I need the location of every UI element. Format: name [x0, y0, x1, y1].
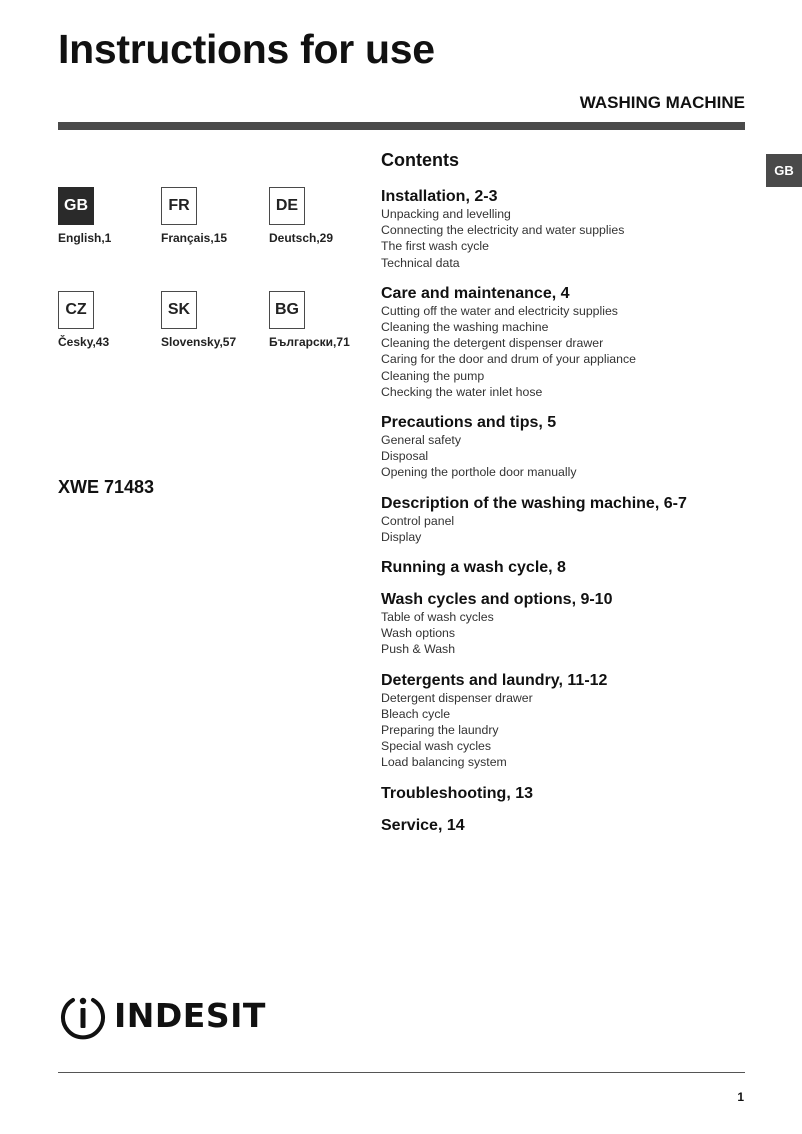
section-item: Push & Wash: [381, 642, 456, 657]
section-item: Bleach cycle: [381, 706, 451, 721]
language-label: Français,15: [161, 231, 228, 245]
section-title: Troubleshooting, 13: [381, 784, 534, 802]
language-option-fr[interactable]: [161, 187, 271, 245]
contents-section: [381, 591, 761, 658]
language-code-box: DE: [269, 187, 305, 225]
section-item: The first wash cycle: [381, 239, 489, 254]
language-option-gb[interactable]: [58, 187, 168, 245]
section-item: Load balancing system: [381, 755, 507, 770]
contents-section: [381, 672, 761, 771]
contents-sections: [381, 188, 761, 835]
section-item: General safety: [381, 433, 461, 448]
indesit-power-logo-icon: [58, 990, 108, 1040]
section-title: Description of the washing machine, 6-7: [381, 494, 687, 512]
model-number: XWE 71483: [58, 477, 155, 497]
page-number: 1: [737, 1090, 744, 1104]
section-items: [381, 609, 761, 658]
contents-section: [381, 414, 761, 481]
language-code-box: CZ: [58, 291, 94, 329]
language-option-de[interactable]: [269, 187, 379, 245]
language-option-bg[interactable]: [269, 291, 379, 349]
section-title: Installation, 2-3: [381, 188, 498, 205]
footer-rule: [58, 1072, 745, 1073]
language-code-box: BG: [269, 291, 305, 329]
table-of-contents: [381, 150, 761, 849]
brand-logo: [58, 990, 266, 1040]
section-item: Cleaning the pump: [381, 368, 485, 383]
section-items: [381, 303, 761, 400]
product-type: WASHING MACHINE: [579, 93, 745, 112]
section-item: Unpacking and levelling: [381, 207, 511, 221]
language-label: Slovensky,57: [161, 335, 237, 349]
section-title: Precautions and tips, 5: [381, 414, 557, 432]
language-option-cz[interactable]: [58, 291, 168, 349]
contents-heading: Contents: [381, 150, 459, 170]
language-label: Български,71: [269, 335, 350, 349]
section-item: Wash options: [381, 626, 456, 641]
language-label: Česky,43: [58, 335, 110, 349]
logo-wordmark: INDESIT: [114, 995, 266, 1035]
section-items: [381, 690, 761, 771]
section-item: Caring for the door and drum of your appliance: [381, 352, 636, 367]
contents-section: [381, 188, 761, 271]
section-item: Display: [381, 529, 422, 544]
section-item: Technical data: [381, 255, 460, 270]
section-item: Special wash cycles: [381, 739, 492, 754]
section-title: Wash cycles and options, 9-10: [381, 591, 613, 609]
section-title: Care and maintenance, 4: [381, 284, 570, 302]
contents-section: [381, 285, 761, 400]
section-items: [381, 432, 761, 481]
section-item: Connecting the electricity and water supplies: [381, 223, 625, 238]
section-item: Opening the porthole door manually: [381, 465, 577, 480]
language-side-tab: GB: [766, 154, 802, 187]
section-title: Detergents and laundry, 11-12: [381, 671, 608, 689]
section-title: Service, 14: [381, 816, 465, 834]
section-items: [381, 513, 761, 545]
section-item: Preparing the laundry: [381, 723, 499, 738]
page-title: Instructions for use: [58, 26, 435, 72]
section-item: Disposal: [381, 449, 429, 464]
contents-section: [381, 495, 761, 545]
header-rule: [58, 122, 745, 130]
section-title: Running a wash cycle, 8: [381, 559, 566, 577]
section-item: Table of wash cycles: [381, 610, 494, 625]
contents-section: [381, 785, 761, 803]
section-item: Detergent dispenser drawer: [381, 690, 533, 705]
section-item: Checking the water inlet hose: [381, 384, 543, 399]
language-label: Deutsch,29: [269, 231, 334, 245]
contents-section: [381, 559, 761, 577]
section-items: [381, 206, 761, 271]
section-item: Cleaning the washing machine: [381, 320, 549, 335]
language-option-sk[interactable]: [161, 291, 271, 349]
language-code-box: GB: [58, 187, 94, 225]
language-label: English,1: [58, 231, 112, 245]
language-code-box: FR: [161, 187, 197, 225]
contents-section: [381, 817, 761, 835]
section-item: Control panel: [381, 513, 455, 528]
section-item: Cleaning the detergent dispenser drawer: [381, 336, 604, 351]
section-item: Cutting off the water and electricity supplies: [381, 303, 618, 318]
language-code-box: SK: [161, 291, 197, 329]
